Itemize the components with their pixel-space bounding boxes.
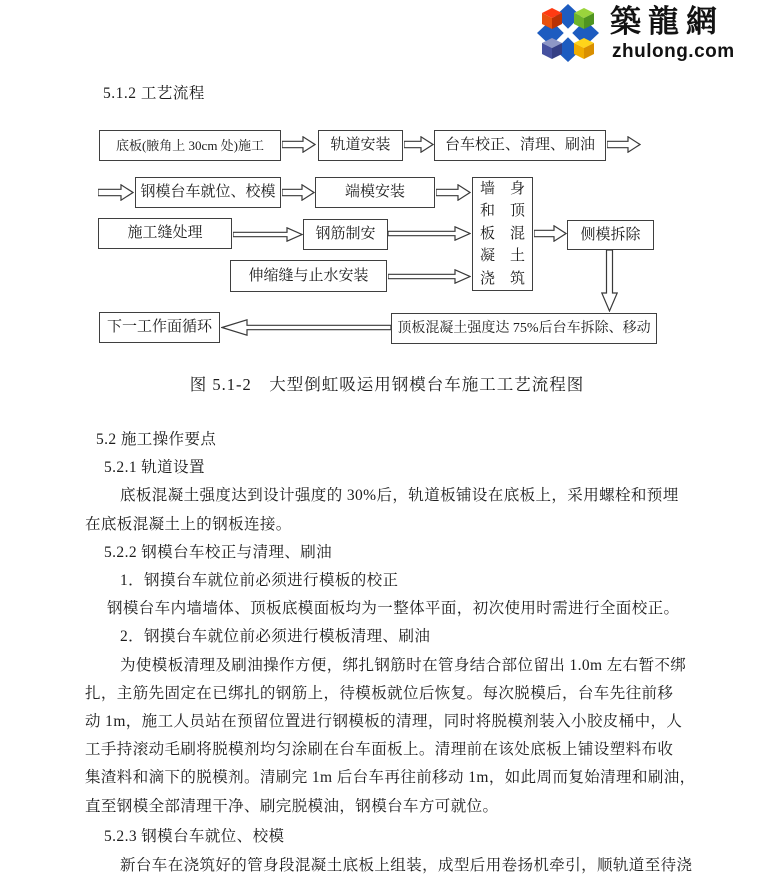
body-line: 在底板混凝土上的钢板连接。 (85, 516, 292, 533)
flow-box-roof-strength: 顶板混凝土强度达 75%后台车拆除、移动 (391, 313, 657, 344)
body-line: 2．钢摸台车就位前必须进行模板清理、刷油 (120, 628, 431, 645)
body-line: 直至钢模全部清理干净、刷完脱模油，钢模台车方可就位。 (85, 798, 499, 815)
flow-arrow-right-icon (388, 226, 471, 241)
heading-5-2: 5.2 施工操作要点 (96, 431, 217, 448)
flow-box-trolley-adjust: 台车校正、清理、刷油 (434, 130, 606, 161)
body-line: 1．钢摸台车就位前必须进行模板的校正 (120, 572, 399, 589)
flow-arrow-right-icon (233, 227, 303, 242)
logo-text (610, 4, 735, 63)
body-line: 底板混凝土强度达到设计强度的 30%后，轨道板铺设在底板上，采用螺栓和预埋 (120, 487, 679, 504)
flow-arrow-right-icon (404, 136, 434, 153)
flow-arrow-right-icon (534, 225, 567, 242)
heading-5-2-2: 5.2.2 钢模台车校正与清理、刷油 (104, 544, 333, 561)
flow-arrow-right-icon (388, 269, 471, 284)
flow-box-wall-roof-pour: 墙 身 和 顶 板 混 凝 土 浇 筑 (472, 177, 533, 291)
heading-5-2-1: 5.2.1 轨道设置 (104, 459, 205, 476)
body-line: 扎，主筋先固定在已绑扎的钢筋上，待模板就位后恢复。每次脱模后，台车先往前移 (85, 685, 674, 702)
body-line: 动 1m，施工人员站在预留位置进行钢模板的清理，同时将脱模剂装入小胶皮桶中，人 (85, 713, 683, 730)
section-heading-process-flow: 5.1.2 工艺流程 (103, 85, 205, 102)
heading-5-2-3: 5.2.3 钢模台车就位、校模 (104, 828, 285, 845)
flow-arrow-down-icon (601, 250, 618, 312)
body-line: 钢模台车内墙墙体、顶板底模面板均为一整体平面，初次使用时需进行全面校正。 (107, 600, 680, 617)
flow-box-bottom-slab: 底板(腋角上 30cm 处)施工 (99, 130, 281, 161)
logo-site-domain: zhulong.com (612, 41, 735, 62)
flow-box-expansion-joint: 伸缩缝与止水安装 (230, 260, 387, 292)
zhulong-logo (537, 4, 735, 63)
flow-arrow-right-icon (282, 184, 315, 201)
flow-arrow-left-icon (221, 319, 391, 336)
flow-box-rebar-install: 钢筋制安 (303, 219, 388, 250)
body-line: 新台车在浇筑好的管身段混凝土底板上组装，成型后用卷扬机牵引，顺轨道至待浇 (120, 857, 693, 874)
flow-box-track-install: 轨道安装 (318, 130, 403, 161)
flow-box-side-form-removal: 侧模拆除 (567, 220, 654, 250)
body-line: 工手持滚动毛刷将脱模剂均匀涂刷在台车面板上。清理前在该处底板上铺设塑料布收 (85, 741, 674, 758)
body-line: 集渣料和滴下的脱模剂。清刷完 1m 后台车再往前移动 1m，如此周而复始清理和刷油， (85, 769, 696, 786)
flow-box-trolley-position: 钢模台车就位、校模 (135, 177, 281, 208)
logo-site-name: 築龍網 (610, 4, 724, 39)
zhulong-logo-icon (537, 4, 599, 62)
flow-arrow-right-icon (282, 136, 316, 153)
flow-arrow-entry-icon (98, 184, 134, 201)
flow-box-next-cycle: 下一工作面循环 (99, 312, 220, 343)
flow-arrow-exit-icon (607, 136, 641, 153)
body-line: 为使模板清理及刷油操作方便，绑扎钢筋时在管身结合部位留出 1.0m 左右暂不绑 (120, 657, 687, 674)
flow-arrow-right-icon (436, 184, 471, 201)
figure-caption: 图 5.1-2 大型倒虹吸运用钢模台车施工工艺流程图 (189, 375, 585, 394)
flow-box-end-form-install: 端模安装 (315, 177, 435, 208)
flow-box-joint-treatment: 施工缝处理 (98, 218, 232, 249)
